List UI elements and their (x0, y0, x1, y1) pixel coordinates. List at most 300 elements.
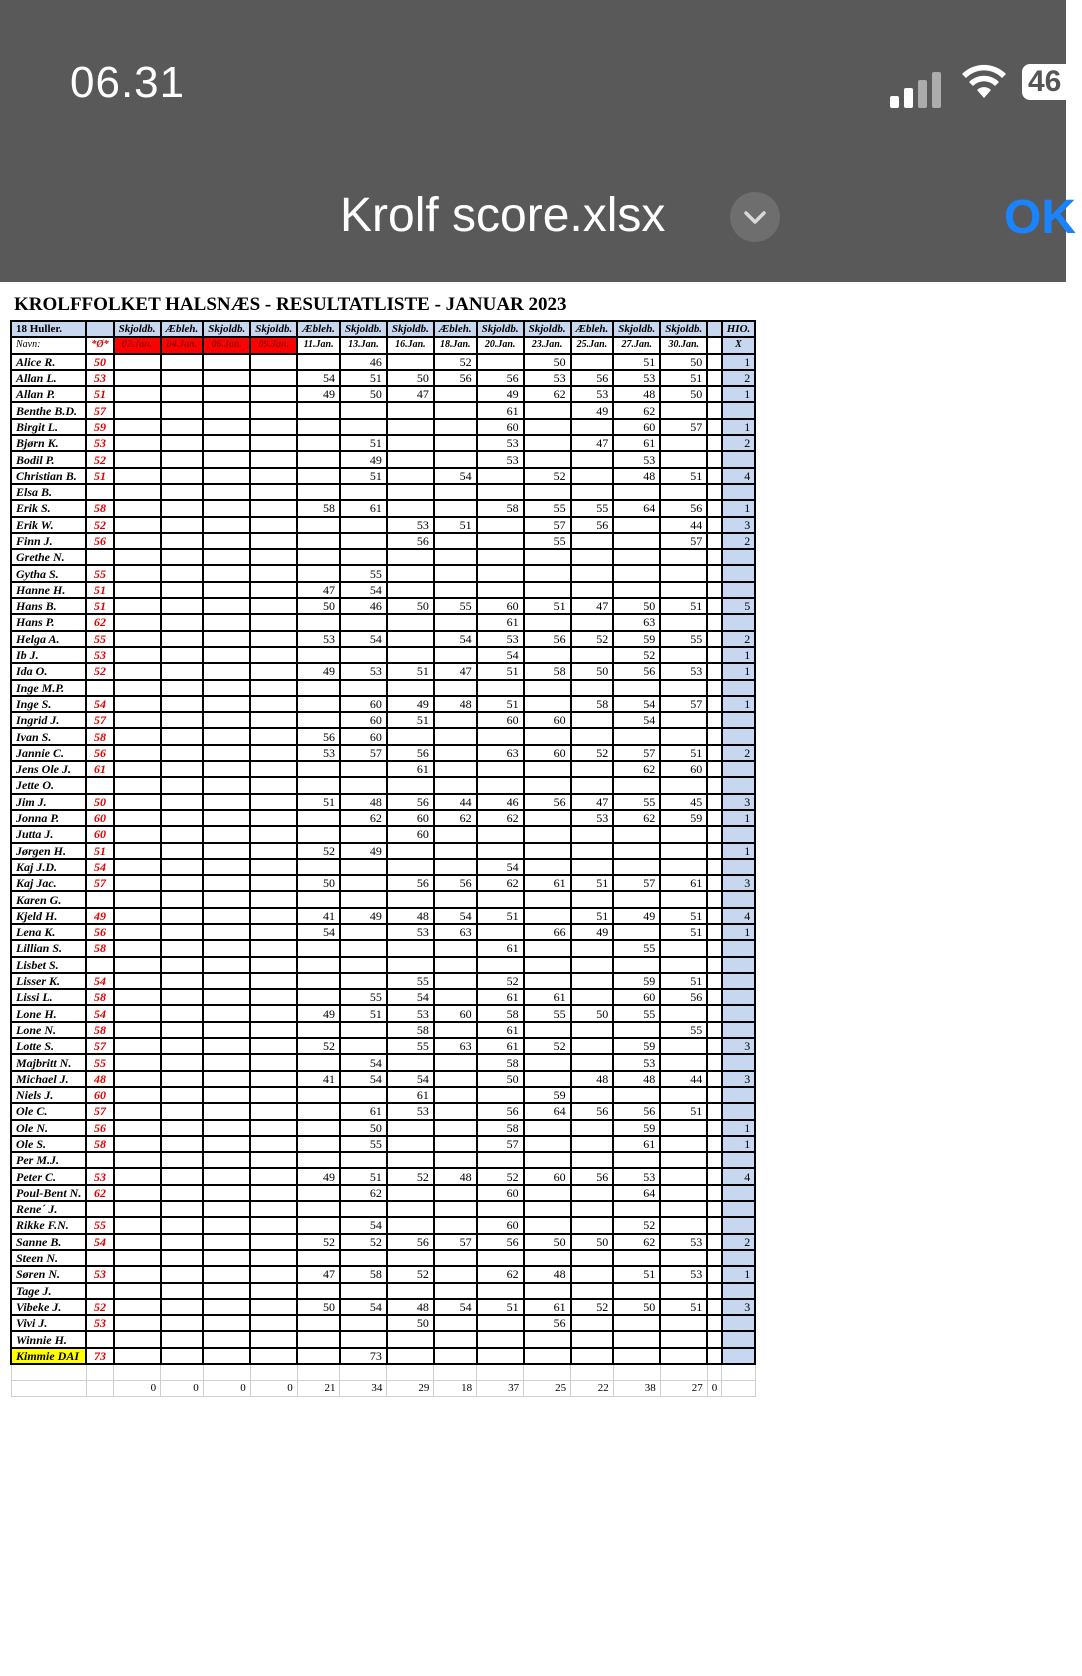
score-cell[interactable] (114, 1217, 161, 1233)
score-cell[interactable] (434, 1250, 477, 1266)
score-cell[interactable]: 46 (340, 354, 387, 370)
score-cell[interactable] (524, 614, 571, 630)
player-name-cell[interactable]: Benthe B.D. (11, 402, 86, 418)
score-cell[interactable] (524, 419, 571, 435)
score-cell[interactable] (524, 1283, 571, 1299)
player-name-cell[interactable]: Kjeld H. (11, 908, 86, 924)
score-cell[interactable]: 51 (340, 1005, 387, 1021)
score-cell[interactable] (161, 680, 204, 696)
score-cell[interactable] (114, 1168, 161, 1184)
score-cell[interactable] (340, 761, 387, 777)
score-cell[interactable] (387, 680, 434, 696)
score-cell[interactable] (707, 1103, 722, 1119)
score-cell[interactable] (161, 370, 204, 386)
score-cell[interactable] (524, 435, 571, 451)
score-cell[interactable] (340, 1087, 387, 1103)
score-cell[interactable] (114, 745, 161, 761)
score-cell[interactable] (387, 402, 434, 418)
hio-count-cell[interactable] (722, 1315, 756, 1331)
score-cell[interactable] (203, 989, 250, 1005)
score-cell[interactable] (613, 843, 660, 859)
score-cell[interactable] (340, 484, 387, 500)
score-cell[interactable] (161, 631, 204, 647)
score-cell[interactable]: 53 (387, 924, 434, 940)
score-cell[interactable] (114, 1201, 161, 1217)
score-cell[interactable]: 49 (613, 908, 660, 924)
score-cell[interactable] (707, 973, 722, 989)
score-cell[interactable] (571, 484, 614, 500)
score-cell[interactable] (340, 1250, 387, 1266)
score-cell[interactable]: 53 (477, 435, 524, 451)
player-name-cell[interactable]: Ole S. (11, 1136, 86, 1152)
score-cell[interactable] (707, 761, 722, 777)
score-cell[interactable] (477, 1250, 524, 1266)
score-cell[interactable]: 51 (660, 370, 707, 386)
score-cell[interactable] (203, 1201, 250, 1217)
score-cell[interactable] (707, 402, 722, 418)
score-cell[interactable]: 50 (524, 354, 571, 370)
score-cell[interactable] (250, 647, 297, 663)
player-average-cell[interactable]: 60 (86, 810, 113, 826)
score-cell[interactable]: 54 (387, 989, 434, 1005)
score-cell[interactable] (477, 468, 524, 484)
score-cell[interactable]: 48 (524, 1266, 571, 1282)
score-cell[interactable] (660, 1283, 707, 1299)
score-cell[interactable] (434, 1152, 477, 1168)
score-cell[interactable]: 53 (660, 1234, 707, 1250)
score-cell[interactable]: 57 (477, 1136, 524, 1152)
score-cell[interactable] (613, 1283, 660, 1299)
score-cell[interactable] (114, 549, 161, 565)
round-date-cell[interactable]: 11.Jan. (297, 337, 340, 353)
round-venue-cell[interactable]: Skjoldb. (613, 321, 660, 337)
round-total-cell[interactable]: 18 (434, 1380, 477, 1396)
score-cell[interactable] (707, 1266, 722, 1282)
player-average-cell[interactable] (86, 1201, 113, 1217)
score-cell[interactable]: 56 (571, 370, 614, 386)
score-cell[interactable] (477, 1201, 524, 1217)
player-name-cell[interactable]: Hans B. (11, 598, 86, 614)
score-cell[interactable]: 56 (434, 875, 477, 891)
score-cell[interactable] (297, 468, 340, 484)
player-average-cell[interactable]: 57 (86, 1038, 113, 1054)
score-cell[interactable]: 55 (524, 1005, 571, 1021)
score-cell[interactable] (161, 1201, 204, 1217)
player-average-cell[interactable]: 62 (86, 1185, 113, 1201)
score-cell[interactable]: 52 (297, 1038, 340, 1054)
score-cell[interactable] (387, 1348, 434, 1364)
score-cell[interactable] (161, 1054, 204, 1070)
score-cell[interactable] (161, 1234, 204, 1250)
player-average-cell[interactable]: 58 (86, 940, 113, 956)
score-cell[interactable] (161, 777, 204, 793)
score-cell[interactable]: 41 (297, 1071, 340, 1087)
score-cell[interactable] (161, 1038, 204, 1054)
score-cell[interactable] (297, 549, 340, 565)
score-cell[interactable] (297, 973, 340, 989)
score-cell[interactable] (203, 891, 250, 907)
score-cell[interactable] (161, 1250, 204, 1266)
hio-count-cell[interactable]: 2 (722, 1234, 756, 1250)
score-cell[interactable] (161, 1315, 204, 1331)
score-cell[interactable] (161, 500, 204, 516)
score-cell[interactable] (571, 451, 614, 467)
score-cell[interactable] (613, 924, 660, 940)
score-cell[interactable]: 61 (387, 1087, 434, 1103)
player-average-cell[interactable]: 51 (86, 468, 113, 484)
score-cell[interactable] (161, 1087, 204, 1103)
score-cell[interactable] (571, 1185, 614, 1201)
score-cell[interactable]: 58 (571, 696, 614, 712)
score-cell[interactable]: 60 (613, 419, 660, 435)
score-cell[interactable] (660, 940, 707, 956)
score-cell[interactable]: 59 (613, 1120, 660, 1136)
score-cell[interactable] (571, 957, 614, 973)
score-cell[interactable]: 52 (387, 1168, 434, 1184)
hio-count-cell[interactable]: 1 (722, 1120, 756, 1136)
score-cell[interactable]: 48 (613, 468, 660, 484)
score-cell[interactable]: 60 (340, 712, 387, 728)
hio-count-cell[interactable]: 2 (722, 370, 756, 386)
score-cell[interactable] (707, 1054, 722, 1070)
score-cell[interactable] (250, 1348, 297, 1364)
hio-count-cell[interactable] (722, 1217, 756, 1233)
score-cell[interactable]: 56 (660, 989, 707, 1005)
score-cell[interactable] (707, 1283, 722, 1299)
score-cell[interactable]: 49 (340, 908, 387, 924)
player-average-cell[interactable]: 53 (86, 1315, 113, 1331)
score-cell[interactable]: 55 (660, 631, 707, 647)
score-cell[interactable]: 51 (660, 973, 707, 989)
round-date-cell[interactable]: 04.Jan. (161, 337, 204, 353)
score-cell[interactable]: 50 (571, 1005, 614, 1021)
score-cell[interactable] (571, 468, 614, 484)
score-cell[interactable] (434, 647, 477, 663)
score-cell[interactable] (250, 565, 297, 581)
score-cell[interactable] (297, 1250, 340, 1266)
player-average-cell[interactable]: 54 (86, 1234, 113, 1250)
player-name-cell[interactable]: Rene´ J. (11, 1201, 86, 1217)
score-cell[interactable] (387, 1152, 434, 1168)
score-cell[interactable] (297, 419, 340, 435)
score-cell[interactable]: 58 (477, 500, 524, 516)
score-cell[interactable] (387, 484, 434, 500)
score-cell[interactable] (114, 1299, 161, 1315)
score-cell[interactable]: 64 (613, 500, 660, 516)
empty-cell[interactable] (86, 1364, 113, 1380)
score-cell[interactable] (387, 1054, 434, 1070)
score-cell[interactable] (707, 924, 722, 940)
score-cell[interactable] (161, 875, 204, 891)
score-cell[interactable]: 49 (340, 451, 387, 467)
score-cell[interactable]: 48 (387, 1299, 434, 1315)
score-cell[interactable] (250, 370, 297, 386)
score-cell[interactable] (707, 1315, 722, 1331)
score-cell[interactable] (571, 1120, 614, 1136)
score-cell[interactable] (660, 891, 707, 907)
player-name-cell[interactable]: Ole N. (11, 1120, 86, 1136)
score-cell[interactable]: 47 (387, 386, 434, 402)
score-cell[interactable] (434, 435, 477, 451)
score-cell[interactable]: 48 (613, 386, 660, 402)
score-cell[interactable] (477, 549, 524, 565)
player-name-cell[interactable]: Hans P. (11, 614, 86, 630)
score-cell[interactable] (613, 549, 660, 565)
score-cell[interactable] (387, 1185, 434, 1201)
score-cell[interactable] (340, 1331, 387, 1347)
score-cell[interactable] (203, 1348, 250, 1364)
score-cell[interactable] (571, 843, 614, 859)
score-cell[interactable] (477, 826, 524, 842)
score-cell[interactable]: 57 (613, 745, 660, 761)
score-cell[interactable] (114, 533, 161, 549)
player-average-cell[interactable]: 53 (86, 370, 113, 386)
score-cell[interactable] (571, 1201, 614, 1217)
score-cell[interactable] (340, 924, 387, 940)
player-name-cell[interactable]: Lissi L. (11, 989, 86, 1005)
player-average-cell[interactable] (86, 957, 113, 973)
round-date-cell[interactable]: 30.Jan. (660, 337, 707, 353)
score-cell[interactable]: 51 (387, 712, 434, 728)
player-name-cell[interactable]: Tage J. (11, 1283, 86, 1299)
score-cell[interactable] (707, 1217, 722, 1233)
score-cell[interactable] (477, 1348, 524, 1364)
score-cell[interactable] (297, 680, 340, 696)
score-cell[interactable] (297, 435, 340, 451)
player-name-cell[interactable]: Grethe N. (11, 549, 86, 565)
score-cell[interactable] (434, 386, 477, 402)
score-cell[interactable] (161, 451, 204, 467)
score-cell[interactable]: 54 (340, 1217, 387, 1233)
score-cell[interactable] (434, 728, 477, 744)
hio-count-cell[interactable]: 3 (722, 875, 756, 891)
player-name-cell[interactable]: Jonna P. (11, 810, 86, 826)
score-cell[interactable] (434, 777, 477, 793)
score-cell[interactable] (161, 1022, 204, 1038)
score-cell[interactable]: 53 (524, 370, 571, 386)
score-cell[interactable] (114, 1022, 161, 1038)
hio-count-cell[interactable]: 3 (722, 1071, 756, 1087)
score-cell[interactable] (340, 875, 387, 891)
score-cell[interactable]: 62 (477, 1266, 524, 1282)
empty-cell[interactable] (297, 1364, 340, 1380)
score-cell[interactable]: 47 (571, 598, 614, 614)
score-cell[interactable] (203, 1299, 250, 1315)
score-cell[interactable] (203, 517, 250, 533)
score-cell[interactable] (613, 1250, 660, 1266)
score-cell[interactable] (524, 1071, 571, 1087)
score-cell[interactable]: 61 (340, 500, 387, 516)
score-cell[interactable] (387, 1331, 434, 1347)
score-cell[interactable] (707, 696, 722, 712)
hio-count-cell[interactable]: 2 (722, 631, 756, 647)
score-cell[interactable] (114, 1087, 161, 1103)
empty-cell[interactable] (477, 1364, 524, 1380)
score-cell[interactable] (613, 680, 660, 696)
score-cell[interactable] (203, 761, 250, 777)
score-cell[interactable] (250, 1103, 297, 1119)
score-cell[interactable]: 60 (477, 598, 524, 614)
score-cell[interactable] (434, 1217, 477, 1233)
score-cell[interactable] (297, 484, 340, 500)
score-cell[interactable]: 50 (524, 1234, 571, 1250)
score-cell[interactable] (114, 1266, 161, 1282)
score-cell[interactable]: 54 (340, 582, 387, 598)
score-cell[interactable]: 50 (571, 663, 614, 679)
score-cell[interactable] (707, 419, 722, 435)
hio-subheader[interactable]: X (722, 337, 756, 353)
score-cell[interactable] (707, 533, 722, 549)
score-cell[interactable]: 55 (660, 1022, 707, 1038)
score-cell[interactable] (707, 435, 722, 451)
player-name-cell[interactable]: Jette O. (11, 777, 86, 793)
hio-count-cell[interactable]: 3 (722, 794, 756, 810)
score-cell[interactable] (250, 451, 297, 467)
score-cell[interactable]: 50 (477, 1071, 524, 1087)
score-cell[interactable]: 55 (340, 565, 387, 581)
score-cell[interactable]: 63 (434, 1038, 477, 1054)
score-cell[interactable] (524, 940, 571, 956)
score-cell[interactable] (114, 370, 161, 386)
score-cell[interactable] (161, 826, 204, 842)
score-cell[interactable]: 49 (477, 386, 524, 402)
round-total-cell[interactable]: 0 (161, 1380, 204, 1396)
score-cell[interactable]: 53 (613, 1054, 660, 1070)
hio-count-cell[interactable]: 3 (722, 517, 756, 533)
score-cell[interactable] (387, 468, 434, 484)
score-cell[interactable] (387, 582, 434, 598)
score-cell[interactable]: 57 (660, 696, 707, 712)
score-cell[interactable] (387, 1201, 434, 1217)
score-cell[interactable] (250, 598, 297, 614)
score-cell[interactable] (161, 1005, 204, 1021)
score-cell[interactable] (707, 598, 722, 614)
score-cell[interactable] (114, 435, 161, 451)
score-cell[interactable]: 55 (524, 533, 571, 549)
score-cell[interactable] (114, 712, 161, 728)
player-name-cell[interactable]: Allan P. (11, 386, 86, 402)
score-cell[interactable]: 52 (477, 973, 524, 989)
score-cell[interactable]: 50 (387, 370, 434, 386)
score-cell[interactable]: 52 (340, 1234, 387, 1250)
player-name-cell[interactable]: Steen N. (11, 1250, 86, 1266)
empty-cell[interactable] (722, 1364, 756, 1380)
score-cell[interactable]: 60 (524, 712, 571, 728)
score-cell[interactable]: 50 (571, 1234, 614, 1250)
score-cell[interactable]: 55 (387, 1038, 434, 1054)
score-cell[interactable] (434, 761, 477, 777)
score-cell[interactable] (707, 582, 722, 598)
score-cell[interactable] (161, 957, 204, 973)
score-cell[interactable]: 50 (297, 875, 340, 891)
score-cell[interactable] (707, 1038, 722, 1054)
score-cell[interactable]: 51 (660, 598, 707, 614)
score-cell[interactable] (660, 826, 707, 842)
score-cell[interactable] (161, 908, 204, 924)
score-cell[interactable]: 60 (524, 745, 571, 761)
score-cell[interactable] (434, 1283, 477, 1299)
player-name-cell[interactable]: Lone N. (11, 1022, 86, 1038)
score-cell[interactable] (434, 957, 477, 973)
player-average-cell[interactable]: 55 (86, 631, 113, 647)
score-cell[interactable] (571, 549, 614, 565)
player-name-cell[interactable]: Ivan S. (11, 728, 86, 744)
score-cell[interactable] (387, 1120, 434, 1136)
score-cell[interactable] (571, 582, 614, 598)
score-cell[interactable]: 51 (660, 908, 707, 924)
score-cell[interactable] (340, 777, 387, 793)
score-cell[interactable] (203, 582, 250, 598)
ok-button[interactable]: OK (1004, 191, 1076, 244)
score-cell[interactable] (250, 549, 297, 565)
score-cell[interactable]: 59 (613, 1038, 660, 1054)
hio-count-cell[interactable] (722, 1331, 756, 1347)
score-cell[interactable]: 56 (524, 1315, 571, 1331)
score-cell[interactable] (613, 1315, 660, 1331)
score-cell[interactable] (203, 1136, 250, 1152)
score-cell[interactable] (114, 354, 161, 370)
score-cell[interactable]: 61 (613, 1136, 660, 1152)
score-cell[interactable] (571, 647, 614, 663)
score-cell[interactable] (660, 614, 707, 630)
score-cell[interactable] (387, 728, 434, 744)
score-cell[interactable] (571, 1087, 614, 1103)
score-cell[interactable]: 49 (297, 1168, 340, 1184)
score-cell[interactable] (707, 647, 722, 663)
score-cell[interactable] (707, 680, 722, 696)
score-cell[interactable]: 55 (340, 989, 387, 1005)
score-cell[interactable]: 62 (340, 810, 387, 826)
score-cell[interactable] (434, 1120, 477, 1136)
round-total-cell[interactable]: 29 (387, 1380, 434, 1396)
score-cell[interactable]: 50 (613, 598, 660, 614)
score-cell[interactable] (203, 1005, 250, 1021)
score-cell[interactable]: 54 (387, 1071, 434, 1087)
score-cell[interactable] (250, 1331, 297, 1347)
score-cell[interactable] (250, 1315, 297, 1331)
round-total-cell[interactable]: 21 (297, 1380, 340, 1396)
score-cell[interactable] (707, 1201, 722, 1217)
score-cell[interactable]: 55 (613, 1005, 660, 1021)
score-cell[interactable] (161, 598, 204, 614)
name-column-label[interactable]: Navn: (11, 337, 86, 353)
score-cell[interactable]: 48 (340, 794, 387, 810)
score-cell[interactable]: 57 (660, 419, 707, 435)
hio-count-cell[interactable] (722, 402, 756, 418)
score-cell[interactable]: 47 (434, 663, 477, 679)
player-name-cell[interactable]: Per M.J. (11, 1152, 86, 1168)
score-cell[interactable]: 51 (340, 468, 387, 484)
score-cell[interactable] (250, 1217, 297, 1233)
score-cell[interactable] (161, 663, 204, 679)
score-cell[interactable] (250, 875, 297, 891)
score-cell[interactable] (660, 1120, 707, 1136)
score-cell[interactable]: 53 (477, 631, 524, 647)
score-cell[interactable] (161, 712, 204, 728)
score-cell[interactable] (250, 761, 297, 777)
score-cell[interactable] (203, 1331, 250, 1347)
hio-count-cell[interactable]: 1 (722, 810, 756, 826)
round-venue-cell[interactable]: Skjoldb. (114, 321, 161, 337)
score-cell[interactable] (114, 875, 161, 891)
score-cell[interactable] (250, 777, 297, 793)
score-cell[interactable] (161, 419, 204, 435)
score-cell[interactable]: 51 (434, 517, 477, 533)
score-cell[interactable] (524, 1120, 571, 1136)
score-cell[interactable] (571, 1266, 614, 1282)
score-cell[interactable] (250, 1120, 297, 1136)
score-cell[interactable]: 62 (434, 810, 477, 826)
